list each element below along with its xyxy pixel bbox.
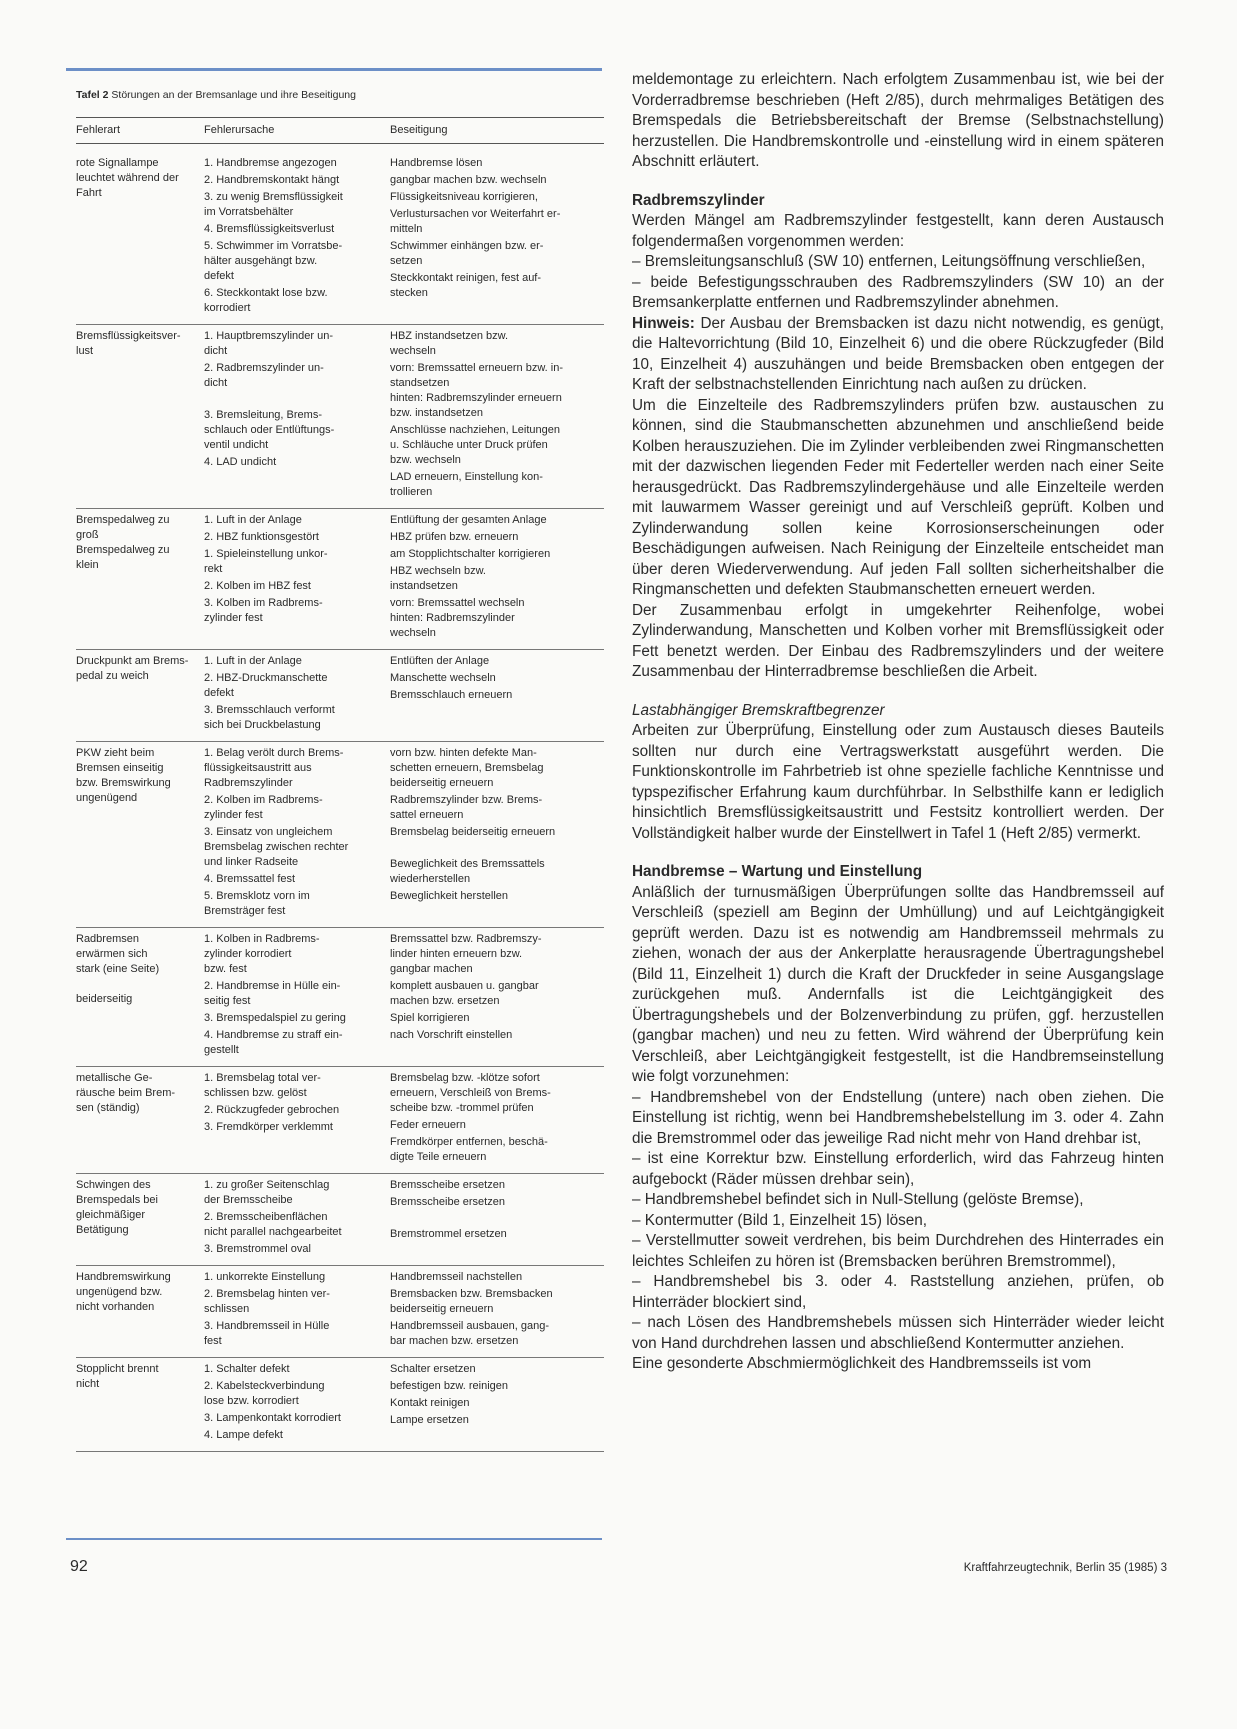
paragraph: – Kontermutter (Bild 1, Einzelheit 15) lösen, [632,1211,928,1229]
remedy-item: Entlüften der Anlage [390,655,490,667]
remedy-cell [390,746,604,921]
cause-item: 3. Lampenkontakt korrodiert [204,1412,341,1424]
cause-item: 1. Schalter defekt [204,1363,290,1375]
cause-item: 3. Kolben im Radbrems- zylinder fest [204,597,323,624]
remedy-cell [390,156,604,318]
remedy-cell [390,1071,604,1167]
remedy-item: Beweglichkeit herstellen [390,890,509,902]
table-row [76,650,604,742]
remedy-item: LAD erneuern, Einstellung kon- trollieren [390,471,543,498]
cause-item: 2. Radbremszylinder un- dicht [204,362,324,389]
paragraph: – Verstellmutter soweit verdrehen, bis beim Durchdrehen des Hinterrades ein leichtes Schleifen zu hören ist (Bremsbacken berühren Bremstrommel), [632,1232,1164,1270]
remedy-item: Bremsbelag bzw. -klötze sofort erneuern, Verschleiß von Brems- scheibe bzw. -trommel prüfen [390,1072,551,1114]
cause-item: 3. Bremstrommel oval [204,1243,311,1255]
fault-text: Bremspedalweg zu groß Bremspedalweg zu klein [76,514,170,571]
remedy-item: Bremssattel bzw. Radbremszy- linder hinten erneuern bzw. gangbar machen [390,933,542,975]
remedy-item: gangbar machen bzw. wechseln [390,174,547,186]
fault-cell [76,1178,204,1259]
fault-text: Bremsflüssigkeitsver- lust [76,330,181,357]
paragraph: Der Zusammenbau erfolgt in umgekehrter Reihenfolge, wobei Zylinderwandung, Manschetten und Kolben vorher mit Bremsflüssigkeit oder Fett benetzt werden. Der Einbau des Radbremszylinders und der weitere Zusammenbau der Hinterradbremse beschließen die Arbeit. [632,601,1164,680]
table-row [76,928,604,1067]
remedy-item: Schalter ersetzen [390,1363,476,1375]
paragraph: – Handbremshebel befindet sich in Null-Stellung (gelöste Bremse), [632,1191,1084,1208]
cause-item: 2. Kolben im HBZ fest [204,580,311,592]
fault-cell [76,932,204,1060]
journal-footer: Kraftfahrzeugtechnik, Berlin 35 (1985) 3 [963,1562,1167,1574]
cause-item: 1. Bremsbelag total ver- schlissen bzw. gelöst [204,1072,321,1099]
cause-item: 1. Kolben in Radbrems- zylinder korrodiert bzw. fest [204,933,320,975]
fault-cell [76,1071,204,1167]
cause-item: 2. HBZ funktionsgestört [204,531,319,543]
table-row [76,1358,604,1452]
remedy-item: Beweglichkeit des Bremssattels wiederherstellen [390,858,545,885]
cause-item: 2. Kolben im Radbrems- zylinder fest [204,794,323,821]
fault-text: Druckpunkt am Brems- pedal zu weich [76,655,189,682]
fault-cell [76,1270,204,1351]
remedy-cell [390,932,604,1060]
remedy-item: Entlüftung der gesamten Anlage [390,514,547,526]
remedy-cell [390,654,604,735]
cause-item: 1. Spieleinstellung unkor- rekt [204,548,328,575]
cause-item: 1. zu großer Seitenschlag der Bremsscheibe [204,1179,330,1206]
cause-item: 4. Bremssattel fest [204,873,296,885]
heading-handbremse: Handbremse – Wartung und Einstellung [632,863,923,880]
paragraph: – Handbremshebel bis 3. oder 4. Raststellung anziehen, prüfen, ob Hinterräder blockiert sind, [632,1273,1164,1311]
paragraph: – Bremsleitungsanschluß (SW 10) entfernen, Leitungsöffnung verschließen, [632,253,1146,270]
cause-item: 2. Bremsscheibenflächen nicht parallel nachgearbeitet [204,1211,342,1238]
table-title: Tafel 2 Störungen an der Bremsanlage und ihre Beseitigung [76,89,356,101]
cause-item: 3. Handbremsseil in Hülle fest [204,1320,330,1347]
paragraph: – beide Befestigungsschrauben des Radbremszylinders (SW 10) an der Bremsankerplatte entfernen und Radbremszylinder abnehmen. [632,273,1164,311]
remedy-cell [390,1178,604,1259]
cause-item: 2. Handbremskontakt hängt [204,174,340,186]
remedy-item: Bremsscheibe ersetzen [390,1196,505,1208]
remedy-item: Flüssigkeitsniveau korrigieren, [390,191,538,203]
cause-cell [204,156,390,318]
remedy-item: Handbremsseil ausbauen, gang- bar machen bzw. ersetzen [390,1320,549,1347]
cause-item: 2. HBZ-Druckmanschette defekt [204,672,328,699]
table-row [76,1067,604,1174]
remedy-item: befestigen bzw. reinigen [390,1380,509,1392]
table-row [76,742,604,928]
remedy-item: Bremsschlauch erneuern [390,689,513,701]
cause-item: 4. LAD undicht [204,456,277,468]
cause-cell [204,932,390,1060]
heading-lastabhaengiger: Lastabhängiger Bremskraftbegrenzer [632,701,885,719]
paragraph: – nach Lösen des Handbremshebels müssen sich Hinterräder wieder leicht von Hand durchdrehen lassen und abschließend Kontermutter anziehen. [632,1314,1164,1352]
heading-radbremszylinder: Radbremszylinder [632,191,765,209]
remedy-cell [390,1270,604,1351]
cause-item: 3. Bremspedalspiel zu gering [204,1012,346,1024]
table-row [76,325,604,509]
table-row [76,509,604,650]
fault-text: Handbremswirkung ungenügend bzw. nicht vorhanden [76,1271,171,1313]
remedy-item: Radbremszylinder bzw. Brems- sattel erneuern [390,794,543,821]
fault-cell [76,513,204,643]
cause-item: 2. Handbremse in Hülle ein- seitig fest [204,980,341,1007]
header-fehlerart: Fehlerart [76,124,121,136]
table-row [76,1174,604,1266]
remedy-item: Bremsbacken bzw. Bremsbacken beiderseitig erneuern [390,1288,553,1315]
fault-text: PKW zieht beim Bremsen einseitig bzw. Bremswirkung ungenügend [76,747,171,804]
remedy-item: nach Vorschrift einstellen [390,1029,513,1041]
fault-cell [76,654,204,735]
remedy-item: Handbremse lösen [390,157,483,169]
remedy-cell [390,329,604,502]
remedy-item: Verlustursachen vor Weiterfahrt er- mitteln [390,208,561,235]
cause-item: 1. Handbremse angezogen [204,157,337,169]
cause-item: 1. Hauptbremszylinder un- dicht [204,330,334,357]
fault-text: rote Signallampe leuchtet während der Fahrt [76,157,179,199]
remedy-item: Anschlüsse nachziehen, Leitungen u. Schläuche unter Druck prüfen bzw. wechseln [390,424,561,466]
remedy-item: Spiel korrigieren [390,1012,470,1024]
cause-item: 1. Belag verölt durch Brems- flüssigkeitsaustritt aus Radbremszylinder [204,747,344,789]
remedy-cell [390,1362,604,1445]
article-text [632,70,1164,1375]
cause-item: 1. unkorrekte Einstellung [204,1271,326,1283]
cause-item: 5. Bremsklotz vorn im Bremsträger fest [204,890,310,917]
cause-item: 2. Bremsbelag hinten ver- schlissen [204,1288,330,1315]
cause-cell [204,1270,390,1351]
paragraph: – Handbremshebel von der Endstellung (untere) nach oben ziehen. Die Einstellung ist richtig, wenn bei Handbremshebelstellung im 3. oder 4. Zahn die Bremstrommel oder das jeweilige Rad nicht mehr von Hand drehbar ist, [632,1088,1164,1147]
remedy-item: HBZ instandsetzen bzw. wechseln [390,330,509,357]
cause-item: 2. Kabelsteckverbindung lose bzw. korrodiert [204,1380,325,1407]
remedy-item: Steckkontakt reinigen, fest auf- stecken [390,272,542,299]
remedy-cell [390,513,604,643]
paragraph: Um die Einzelteile des Radbremszylinders prüfen bzw. austauschen zu können, sind die Staubmanschetten abzunehmen und anschließend beide Kolben herauszuziehen. Die im Zylinder verbleibenden zwei Ringmanschetten mit der dazwischen liegenden Feder mit Federteller werden nach einer Seite herausgedrückt. Das Radbremszylindergehäuse und alle Einzelteile werden mit lauwarmem Wasser gereinigt und auf Verschleiß geprüft. Kolben und Zylinderwandung sollen keine Korrosionserscheinungen oder Beschädigungen aufweisen. Nach Reinigung der Einzelteile entscheidet man über deren Wiederverwendung. Auf jeden Fall sollten sicherheitshalber die Ringmanschetten und defekten Staubmanschetten erneuert werden. [632,396,1164,598]
cause-item: 3. Bremsschlauch verformt sich bei Druckbelastung [204,704,335,731]
cause-item: 3. Einsatz von ungleichem Bremsbelag zwischen rechter und linker Radseite [204,826,349,868]
cause-item: 3. zu wenig Bremsflüssigkeit im Vorratsbehälter [204,191,343,218]
fault-cell [76,1362,204,1445]
bottom-rule [66,1538,602,1540]
paragraph-hinweis: Hinweis: Der Ausbau der Bremsbacken ist dazu nicht notwendig, es genügt, die Haltevorrichtung (Bild 10, Einzelheit 6) und die obere Rückzugfeder (Bild 10, Einzelheit 4) auszuhängen und beide Bremsbacken oben entgegen der Kraft der selbstnachstellenden Einrichtung nach außen zu drücken. [632,314,1164,393]
cause-item: 5. Schwimmer im Vorratsbe- hälter ausgehängt bzw. defekt [204,240,343,282]
paragraph: Werden Mängel am Radbremszylinder festgestellt, kann deren Austausch folgendermaßen vorgenommen werden: [632,212,1164,250]
cause-item: 3. Bremsleitung, Brems- schlauch oder Entlüftungs- ventil undicht [204,409,335,451]
table-row [76,1266,604,1358]
paragraph: – ist eine Korrektur bzw. Einstellung erforderlich, wird das Fahrzeug hinten aufgebockt (Räder müssen drehbar sein), [632,1150,1164,1188]
fault-cell [76,746,204,921]
cause-item: 4. Lampe defekt [204,1429,283,1441]
remedy-item: Manschette wechseln [390,672,496,684]
fault-cell [76,156,204,318]
fault-text: Radbremsen erwärmen sich stark (eine Seite) beiderseitig [76,933,160,1005]
fault-text: Stopplicht brennt nicht [76,1363,159,1390]
remedy-item: Bremstrommel ersetzen [390,1228,507,1240]
fault-text: metallische Ge- räusche beim Brem- sen (ständig) [76,1072,176,1114]
remedy-item: Kontakt reinigen [390,1397,470,1409]
fault-cell [76,329,204,502]
cause-item: 2. Rückzugfeder gebrochen [204,1104,340,1116]
cause-cell [204,1071,390,1167]
cause-cell [204,513,390,643]
cause-cell [204,1362,390,1445]
paragraph: Anläßlich der turnusmäßigen Überprüfungen sollte das Handbremsseil auf Verschleiß (speziell am Beginn der Umhüllung) und auf Leichtgängigkeit geprüft werden. Dazu ist es notwendig am Handbremsseil mehrmals zu ziehen, wonach der aus der Ankerplatte herausragende Übertragungshebel (Bild 11, Einzelheit 1) durch die Kraft der Druckfeder in seine Ausgangslage zurückgehen muß. Andernfalls ist die Leichtgängigkeit des Übertragungshebels und der Bolzenverbindung zu prüfen, ggf. herzustellen (gangbar machen) und neu zu fetten. Wird während der Überprüfung kein Verschleiß, aber Leichtgängigkeit festgestellt, ist die Handbremseinstellung wie folgt vorzunehmen: [632,883,1164,1085]
paragraph: Eine gesonderte Abschmiermöglichkeit des Handbremsseils ist vom [632,1355,1092,1372]
cause-cell [204,746,390,921]
top-rule [66,68,602,71]
header-beseitigung: Beseitigung [390,124,448,136]
cause-cell [204,1178,390,1259]
cause-item: 4. Bremsflüssigkeitsverlust [204,223,335,235]
fault-table [76,84,604,1452]
remedy-item: vorn bzw. hinten defekte Man- schetten erneuern, Bremsbelag beiderseitig erneuern [390,747,544,789]
header-fehlerursache: Fehlerursache [204,124,275,136]
cause-item: 6. Steckkontakt lose bzw. korrodiert [204,287,328,314]
paragraph: meldemontage zu erleichtern. Nach erfolgtem Zusammenbau ist, wie bei der Vorderradbremse beschrieben (Heft 2/85), durch mehrmaliges Betätigen des Bremspedals die Betriebsbereitschaft der Bremse (Selbstnachstellung) herzustellen. Die Handbremskontrolle und -einstellung wird in einem späteren Abschnitt erläutert. [632,71,1164,170]
fault-text: Schwingen des Bremspedals bei gleichmäßiger Betätigung [76,1179,158,1236]
remedy-item: Fremdkörper entfernen, beschä- digte Teile erneuern [390,1136,548,1163]
cause-item: 1. Luft in der Anlage [204,655,302,667]
cause-cell [204,329,390,502]
remedy-item: Schwimmer einhängen bzw. er- setzen [390,240,544,267]
remedy-item: vorn: Bremssattel erneuern bzw. in- standsetzen hinten: Radbremszylinder erneuern bzw. instandsetzen [390,362,564,419]
cause-item: 4. Handbremse zu straff ein- gestellt [204,1029,343,1056]
remedy-item: Handbremsseil nachstellen [390,1271,523,1283]
cause-item: 1. Luft in der Anlage [204,514,302,526]
cause-item: 3. Fremdkörper verklemmt [204,1121,333,1133]
table-body [76,152,604,1452]
remedy-item: HBZ wechseln bzw. instandsetzen [390,565,486,592]
cause-cell [204,654,390,735]
remedy-item: komplett ausbauen u. gangbar machen bzw. ersetzen [390,980,539,1007]
page-number: 92 [70,1558,88,1575]
remedy-item: am Stopplichtschalter korrigieren [390,548,551,560]
remedy-item: Feder erneuern [390,1119,466,1131]
table-header [76,117,604,144]
remedy-item: Bremsbelag beiderseitig erneuern [390,826,556,838]
remedy-item: Bremsscheibe ersetzen [390,1179,505,1191]
remedy-item: HBZ prüfen bzw. erneuern [390,531,519,543]
table-row [76,152,604,325]
paragraph: Arbeiten zur Überprüfung, Einstellung oder zum Austausch dieses Bauteils sollten nur durch eine Vertragswerkstatt ausgeführt werden. Die Funktionskontrolle im Fahrbetrieb ist ohne spezielle fachliche Kenntnisse und typspezifischer Erfahrung kaum durchführbar. In Selbsthilfe kann er lediglich hinsichtlich Bremsflüssigkeitsaustritt und Festsitz kontrolliert werden. Der Vollständigkeit halber wurde der Einstellwert in Tafel 1 (Heft 2/85) vermerkt. [632,722,1164,842]
remedy-item: vorn: Bremssattel wechseln hinten: Radbremszylinder wechseln [390,597,525,639]
remedy-item: Lampe ersetzen [390,1414,469,1426]
